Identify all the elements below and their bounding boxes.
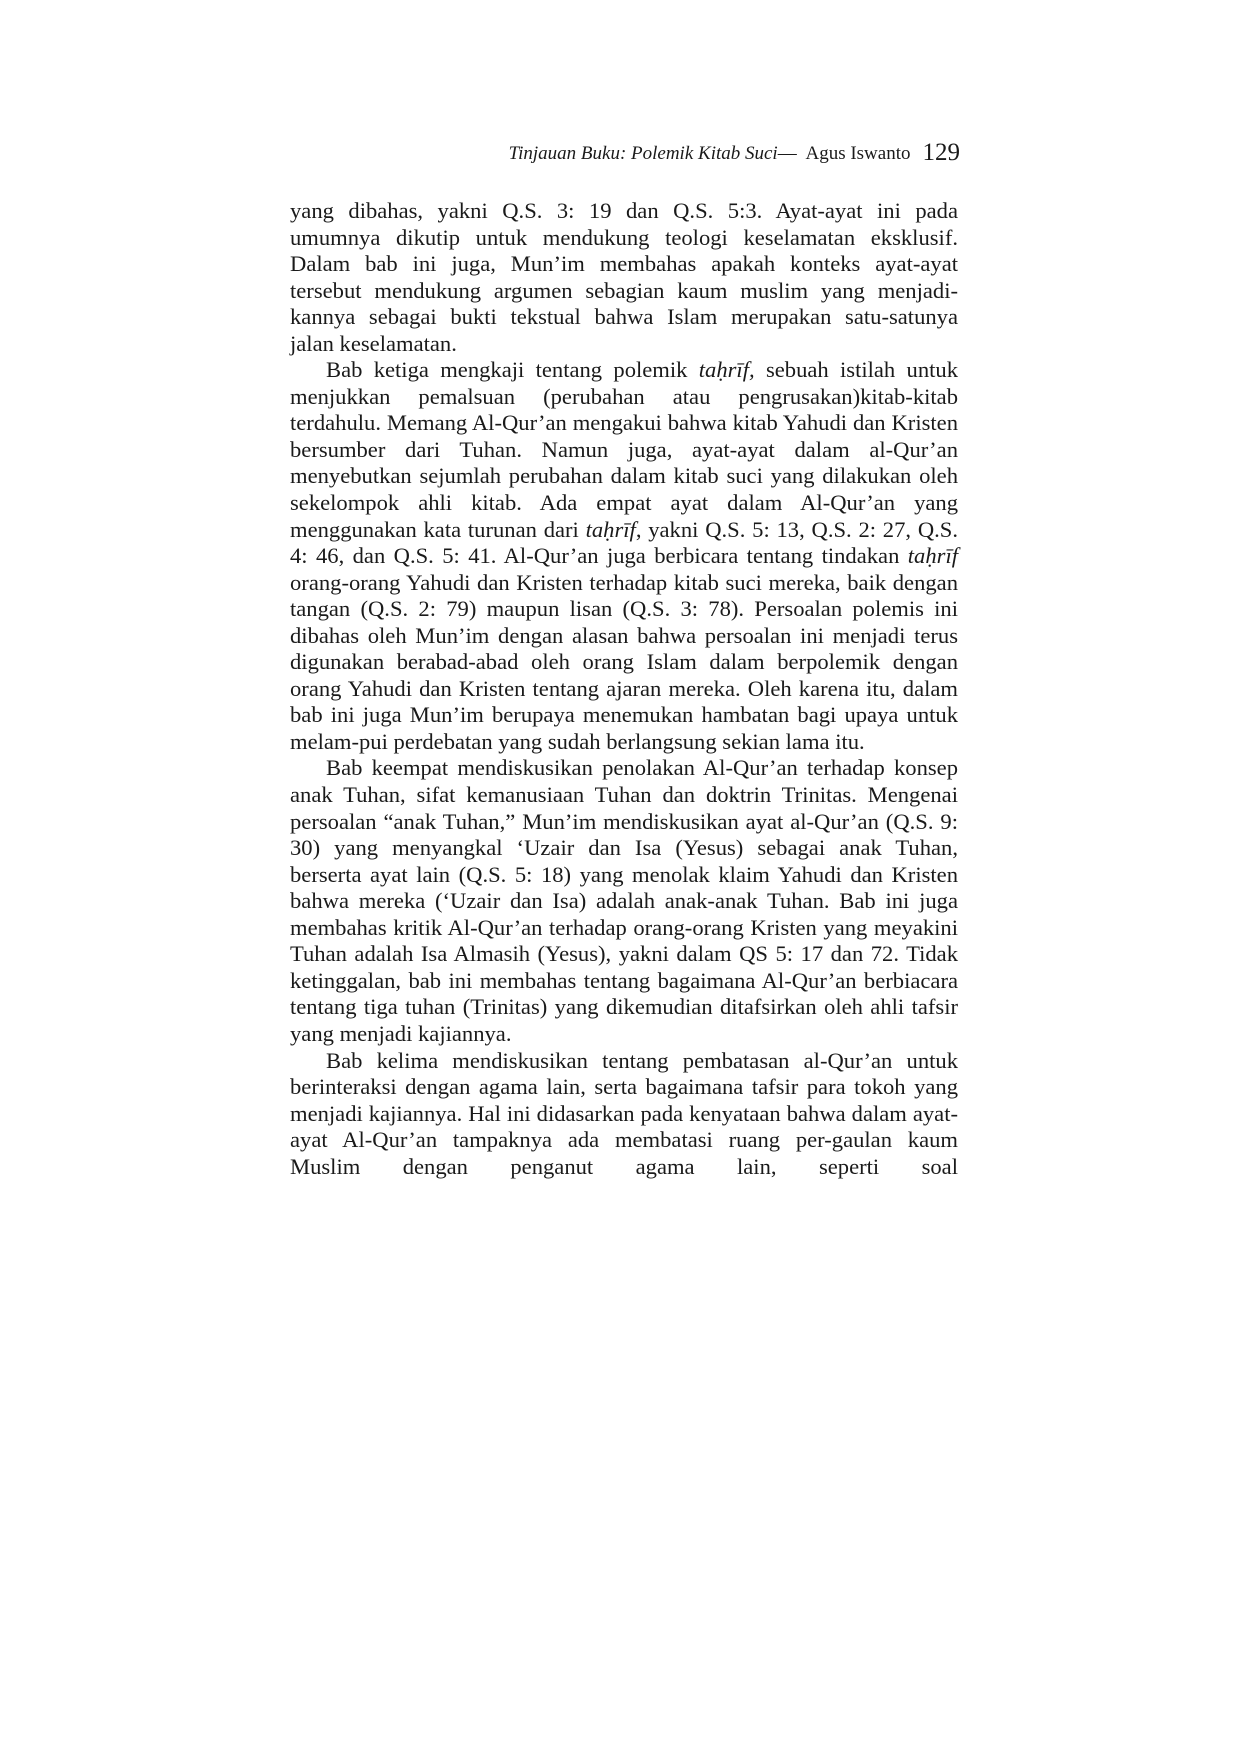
body-text — [290, 198, 958, 1180]
term-tahrif: taḥrīf — [907, 543, 958, 569]
term-tahrif: taḥrīf — [585, 516, 636, 542]
paragraph-line: yang dibahas, yakni Q.S. 3: 19 dan Q.S. 5:3. Ayat-ayat ini pada — [290, 198, 958, 223]
header-title: Tinjauan Buku: Polemik Kitab Suci — [508, 143, 778, 164]
running-header — [290, 138, 960, 169]
text-run: Bab ketiga mengkaji tentang polemik — [326, 357, 699, 383]
text-run: sebuah istilah untuk menjukkan pemalsuan (perubahan atau pengrusakan)kitab-kitab terdahulu. Memang Al-Qur’an mengakui bahwa kitab Yahudi dan Kristen bersumber dari Tuhan. Namun juga, ayat-ayat dalam al-Qur’an menyebutkan sejumlah perubahan dalam kitab suci yang dilakukan oleh sekelompok ahli kitab. Ada empat ayat dalam Al-Qur’an yang menggunakan kata turunan dari — [290, 357, 958, 542]
header-author: Agus Iswanto — [805, 143, 911, 164]
paragraph-line: kannya sebagai bukti tekstual bahwa Islam merupakan satu-satunya — [290, 304, 958, 330]
paragraph-line: Dalam bab ini juga, Mun’im membahas apakah konteks ayat-ayat — [290, 251, 958, 277]
header-dash: — — [777, 143, 797, 164]
paragraph-line: jalan keselamatan. — [290, 330, 457, 356]
term-tahrif: taḥrīf, — [698, 357, 755, 383]
text-run: , yakni Q.S. 5: 13, Q.S. 2: 27, Q.S. 4: 46, dan Q.S. 5: 41. Al-Qur’an juga berbicara tentang tindakan — [290, 516, 958, 569]
paragraph-line: umumnya dikutip untuk mendukung teologi keselamatan eksklusif. — [290, 224, 958, 250]
paragraph-continued — [290, 198, 958, 357]
page-number: 129 — [922, 139, 960, 166]
paragraph-bab-keempat: Bab keempat mendiskusikan penolakan Al-Qur’an terhadap konsep anak Tuhan, sifat kemanusiaan Tuhan dan doktrin Trinitas. Mengenai persoalan “anak Tuhan,” Mun’im mendiskusikan ayat al-Qur’an (Q.S. 9: 30) yang menyangkal ‘Uzair dan Isa (Yesus) sebagai anak Tuhan, berserta ayat lain (Q.S. 5: 18) yang menolak klaim Yahudi dan Kristen bahwa mereka (‘Uzair dan Isa) adalah anak-anak Tuhan. Bab ini juga membahas kritik Al-Qur’an terhadap orang-orang Kristen yang meyakini Tuhan adalah Isa Almasih (Yesus), yakni dalam QS 5: 17 dan 72. Tidak ketinggalan, bab ini membahas tentang bagaimana Al-Qur’an berbiacara tentang tiga tuhan (Trinitas) yang dikemudian ditafsirkan oleh ahli tafsir yang menjadi kajiannya. — [290, 755, 958, 1046]
paragraph-line: tersebut mendukung argumen sebagian kaum muslim yang menjadi- — [290, 277, 958, 303]
paragraph-bab-kelima: Bab kelima mendiskusikan tentang pembatasan al-Qur’an untuk berinteraksi dengan agama lain, serta bagaimana tafsir para tokoh yang menjadi kajiannya. Hal ini didasarkan pada kenyataan bahwa dalam ayat-ayat Al-Qur’an tampaknya ada membatasi ruang per-gaulan kaum Muslim dengan penganut agama lain, seperti soal — [290, 1047, 958, 1179]
paragraph-bab-ketiga — [290, 357, 958, 755]
text-run: orang-orang Yahudi dan Kristen terhadap kitab suci mereka, baik dengan tangan (Q.S. 2: 79) maupun lisan (Q.S. 3: 78). Persoalan polemis ini dibahas oleh Mun’im dengan alasan bahwa persoalan ini menjadi terus digunakan berabad-abad oleh orang Islam dalam berpolemik dengan orang Yahudi dan Kristen tentang ajaran mereka. Oleh karena itu, dalam bab ini juga Mun’im berupaya menemukan hambatan bagi upaya untuk melam-pui perdebatan yang sudah berlangsung sekian lama itu. — [290, 569, 958, 754]
